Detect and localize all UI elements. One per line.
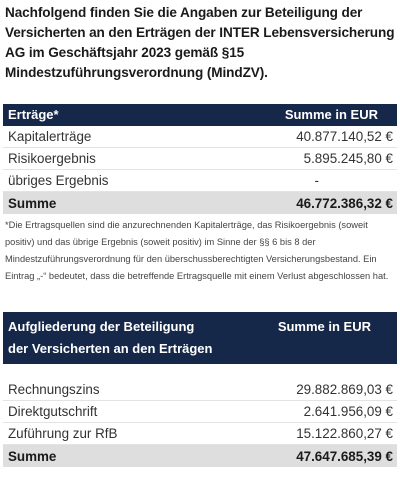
table-row: [3, 126, 397, 148]
row-value: 5.895.245,80 €: [303, 151, 393, 166]
sum-label: Summe: [8, 195, 57, 211]
table-row: [3, 170, 397, 192]
header-sum-label: Summe in EUR: [284, 107, 378, 122]
sum-row: [3, 445, 397, 467]
row-value: -: [314, 173, 319, 188]
sum-label: Summe: [8, 448, 57, 464]
allocation-table: [3, 312, 397, 467]
sum-value: 46.772.386,32 €: [296, 195, 393, 211]
row-value: 40.877.140,52 €: [296, 129, 393, 144]
row-label: Zuführung zur RfB: [8, 426, 118, 441]
row-value: 29.882.869,03 €: [296, 382, 393, 397]
row-label: Risikoergebnis: [8, 151, 96, 166]
header-allocation-label: [8, 316, 212, 360]
sum-row: [3, 192, 397, 214]
row-label: Kapitalerträge: [8, 129, 92, 144]
header-line-1: Aufgliederung der Beteiligung: [8, 319, 195, 334]
allocation-table-header: [3, 312, 397, 364]
row-label: Rechnungszins: [8, 382, 100, 397]
header-sum-label: Summe in EUR: [277, 319, 371, 334]
intro-text: Nachfolgend finden Sie die Angaben zur Beteiligung der Versicherten an den Erträgen der INTER Lebensversicherung AG im Geschäftsjahr 2023 gemäß §15 Mindestzuführungsverordnung (MindZV).: [5, 5, 395, 80]
footnote: *Die Ertragsquellen sind die anzurechnenden Kapitalerträge, das Risikoergebnis (soweit positiv) und das übrige Ergebnis (soweit positiv) im Sinne der §§ 6 bis 8 der Mindestzuführungsverordnung für den überschussberechtigten Versicherungsbestand. Ein Eintrag „-“ bedeutet, dass die betreffende Ertragsquelle mit einem Verlust abgeschlossen hat.: [5, 220, 389, 281]
table-row: [3, 401, 397, 423]
spacer: [3, 364, 397, 379]
header-line-2: der Versicherten an den Erträgen: [8, 341, 213, 356]
row-value: 2.641.956,09 €: [303, 404, 393, 419]
table-row: [3, 423, 397, 445]
header-income-label: Erträge*: [8, 107, 59, 122]
row-label: Direktgutschrift: [8, 404, 98, 419]
row-value: 15.122.860,27 €: [296, 426, 393, 441]
sum-value: 47.647.685,39 €: [296, 448, 393, 464]
row-label: übriges Ergebnis: [8, 173, 109, 188]
income-table-header: [3, 104, 397, 126]
table-row: [3, 148, 397, 170]
income-table: [3, 104, 397, 214]
table-row: [3, 379, 397, 401]
